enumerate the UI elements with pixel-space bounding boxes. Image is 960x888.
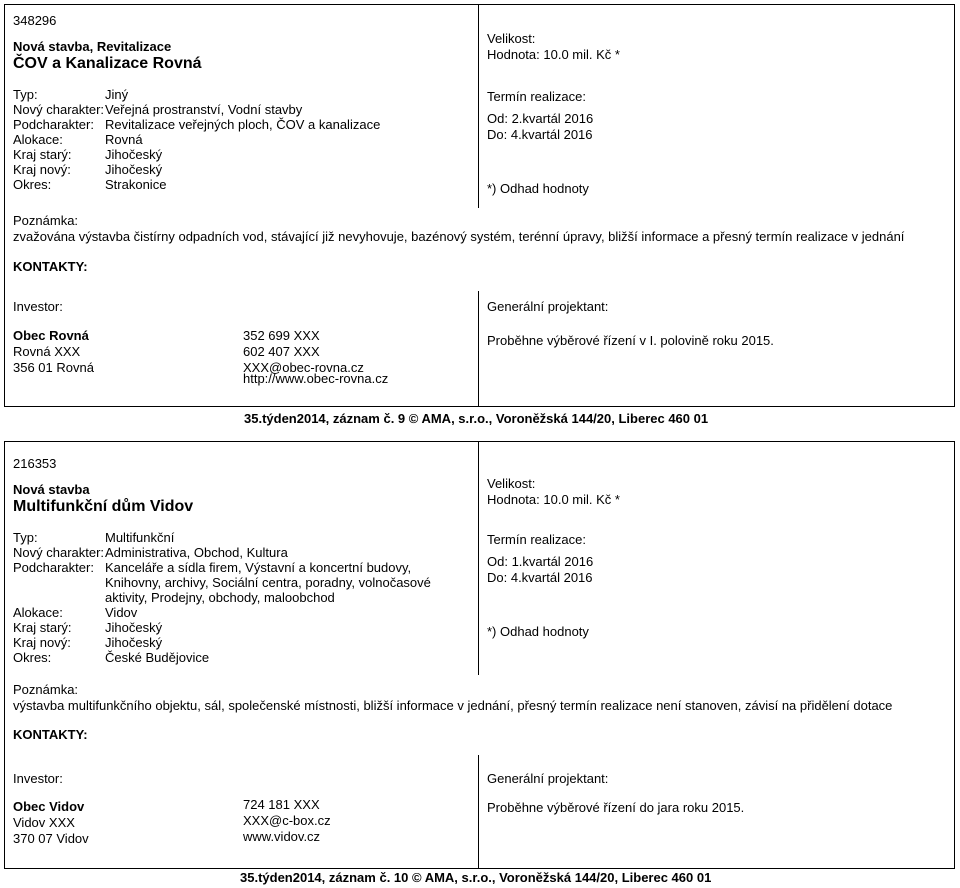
field-row: Okres: České Budějovice xyxy=(13,650,210,665)
odhad-note: *) Odhad hodnoty xyxy=(487,624,589,639)
odhad-note: *) Odhad hodnoty xyxy=(487,181,589,196)
field-row: Okres: Strakonice xyxy=(13,177,167,192)
investor-label: Investor: xyxy=(13,771,63,786)
contact-website[interactable]: www.vidov.cz xyxy=(243,829,321,844)
field-row: Knihovny, archivy, Sociální centra, poradny, volnočasové xyxy=(105,575,431,590)
gp-text: Proběhne výběrové řízení do jara roku 2015. xyxy=(487,800,745,815)
hodnota: Hodnota: 10.0 mil. Kč * xyxy=(487,47,620,62)
investor-name: Obec Rovná xyxy=(13,328,89,343)
termin-od: Od: 2.kvartál 2016 xyxy=(487,111,594,126)
termin-label: Termín realizace: xyxy=(487,532,586,547)
field-row: Kraj starý: Jihočeský xyxy=(13,620,163,635)
poznamka-text: zvažována výstavba čistírny odpadních vod, stávající již nevyhovuje, bazénový systém, terénní úpravy, bližší informace a přesný termín realizace v jednání xyxy=(13,229,905,244)
investor-address: 370 07 Vidov xyxy=(13,831,89,846)
contact-email[interactable]: XXX@obec-rovna.cz xyxy=(243,360,364,375)
investor-address: 356 01 Rovná xyxy=(13,360,94,375)
contact-website[interactable]: http://www.obec-rovna.cz xyxy=(243,371,389,386)
column-divider xyxy=(478,291,479,407)
record-title: ČOV a Kanalizace Rovná xyxy=(13,55,202,72)
velikost-label: Velikost: xyxy=(487,31,536,46)
record-id: 348296 xyxy=(13,13,57,28)
field-row: Podcharakter: Kanceláře a sídla firem, Výstavní a koncertní budovy, xyxy=(13,560,412,575)
investor-name: Obec Vidov xyxy=(13,799,85,814)
investor-address: Vidov XXX xyxy=(13,815,75,830)
field-row: Podcharakter: Revitalizace veřejných ploch, ČOV a kanalizace xyxy=(13,117,381,132)
contact-phone: 352 699 XXX xyxy=(243,328,320,343)
record-id: 216353 xyxy=(13,456,57,471)
gp-label: Generální projektant: xyxy=(487,299,609,314)
field-row: Nový charakter:Administrativa, Obchod, Kultura xyxy=(13,545,288,560)
column-divider xyxy=(478,442,479,675)
termin-od: Od: 1.kvartál 2016 xyxy=(487,554,594,569)
field-row: Typ: Multifunkční xyxy=(13,530,175,545)
record-subtitle: Nová stavba, Revitalizace xyxy=(13,39,172,54)
termin-do: Do: 4.kvartál 2016 xyxy=(487,570,593,585)
field-row: Nový charakter:Veřejná prostranství, Vodní stavby xyxy=(13,102,303,117)
record-subtitle: Nová stavba xyxy=(13,482,90,497)
kontakty-heading: KONTAKTY: xyxy=(13,259,88,274)
investor-label: Investor: xyxy=(13,299,63,314)
record-card xyxy=(4,4,955,407)
field-row: Kraj nový: Jihočeský xyxy=(13,635,163,650)
poznamka-label: Poznámka: xyxy=(13,213,79,228)
column-divider xyxy=(478,5,479,208)
contact-phone: 602 407 XXX xyxy=(243,344,320,359)
termin-label: Termín realizace: xyxy=(487,89,586,104)
field-row: Kraj starý: Jihočeský xyxy=(13,147,163,162)
gp-label: Generální projektant: xyxy=(487,771,609,786)
velikost-label: Velikost: xyxy=(487,476,536,491)
poznamka-label: Poznámka: xyxy=(13,682,79,697)
poznamka-text: výstavba multifunkčního objektu, sál, společenské místnosti, bližší informace v jednání, přesný termín realizace není stanoven, závisí na přidělení dotace xyxy=(13,698,893,713)
field-row: Typ: Jiný xyxy=(13,87,129,102)
hodnota: Hodnota: 10.0 mil. Kč * xyxy=(487,492,620,507)
field-row: Kraj nový: Jihočeský xyxy=(13,162,163,177)
gp-text: Proběhne výběrové řízení v I. polovině roku 2015. xyxy=(487,333,774,348)
record-title: Multifunkční dům Vidov xyxy=(13,498,194,515)
field-row: aktivity, Prodejny, obchody, maloobchod xyxy=(105,590,335,605)
record-card xyxy=(4,441,955,869)
record-footer: 35.týden2014, záznam č. 9 © AMA, s.r.o., Voroněžská 144/20, Liberec 460 01 xyxy=(244,411,709,426)
contact-phone: 724 181 XXX xyxy=(243,797,320,812)
kontakty-heading: KONTAKTY: xyxy=(13,727,88,742)
field-row: Alokace: Rovná xyxy=(13,132,143,147)
record-footer: 35.týden2014, záznam č. 10 © AMA, s.r.o., Voroněžská 144/20, Liberec 460 01 xyxy=(240,870,712,885)
contact-email[interactable]: XXX@c-box.cz xyxy=(243,813,331,828)
investor-address: Rovná XXX xyxy=(13,344,81,359)
termin-do: Do: 4.kvartál 2016 xyxy=(487,127,593,142)
column-divider xyxy=(478,755,479,869)
field-row: Alokace: Vidov xyxy=(13,605,138,620)
